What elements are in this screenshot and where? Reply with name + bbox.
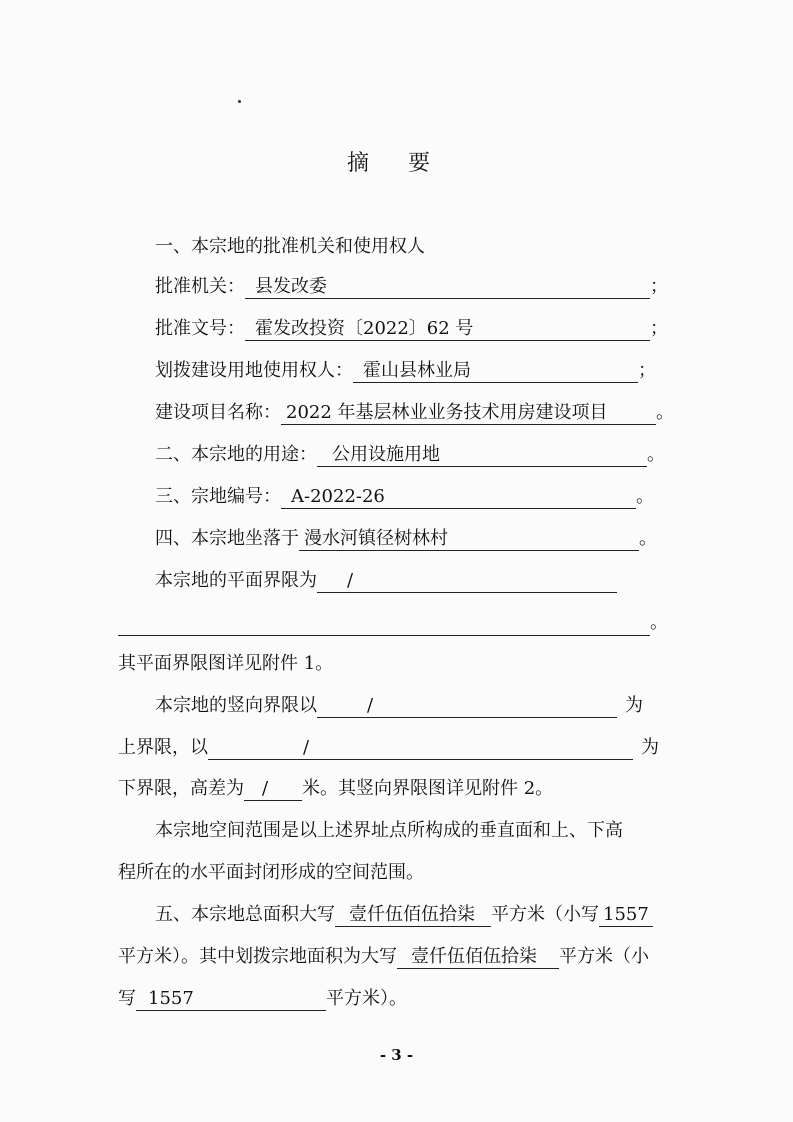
alloc-area-lower: 1557 [136, 988, 326, 1011]
land-use-value: 公用设施用地 [317, 444, 647, 467]
project-name-row [155, 400, 674, 426]
area-mid1: 平方米（小写 [491, 904, 599, 925]
vertical-row-1 [155, 693, 643, 719]
area-line3-prefix: 写 [118, 988, 136, 1009]
approval-authority-label: 批准机关： [155, 276, 245, 297]
area-row-2 [118, 944, 649, 970]
approval-doc-row [155, 316, 668, 342]
parcel-no-end: 。 [636, 486, 654, 507]
location-end: 。 [639, 528, 657, 549]
lower-boundary-value: / [208, 737, 633, 760]
total-area-upper: 壹仟伍佰伍拾柒 [335, 904, 491, 927]
parcel-no-value: A-2022-26 [281, 486, 636, 509]
land-use-row [155, 442, 665, 468]
vertical-line3-prefix: 下界限，高差为 [118, 778, 244, 799]
parcel-no-label: 三、宗地编号： [155, 486, 281, 507]
project-name-label: 建设项目名称： [155, 402, 281, 423]
plane-boundary-label: 本宗地的平面界限为 [155, 570, 317, 591]
approval-doc-value: 霍发改投资〔2022〕62 号 [245, 318, 650, 341]
plane-boundary-end: 。 [650, 612, 668, 633]
height-diff-value: / [244, 778, 302, 801]
land-user-label: 划拨建设用地使用权人： [155, 360, 353, 381]
project-name-value: 2022 年基层林业业务技术用房建设项目 [281, 402, 656, 425]
space-range-line2: 程所在的水平面封闭形成的空间范围。 [118, 862, 424, 883]
plane-boundary-note: 其平面界限图详见附件 1。 [118, 653, 334, 674]
parcel-no-row [155, 484, 654, 510]
vertical-row-3 [118, 776, 553, 802]
lower-boundary-suffix: 为 [641, 737, 659, 758]
location-row [155, 526, 657, 552]
approval-doc-end: ； [650, 318, 668, 339]
land-user-end: ； [638, 360, 656, 381]
approval-authority-row [155, 274, 668, 300]
area-line3-suffix: 平方米）。 [326, 988, 407, 1009]
section1-heading: 一、本宗地的批准机关和使用权人 [155, 236, 425, 257]
area-line2-prefix: 平方米）。其中划拨宗地面积为大写 [118, 946, 397, 967]
vertical-line2-prefix: 上界限，以 [118, 737, 208, 758]
area-prefix: 五、本宗地总面积大写 [155, 904, 335, 925]
page-number: - 3 - [379, 1046, 414, 1064]
scan-speck [238, 100, 241, 103]
upper-boundary-value: / [317, 695, 617, 718]
land-user-row [155, 358, 656, 384]
blank-line [118, 613, 650, 636]
area-row-1 [155, 902, 653, 928]
height-diff-suffix: 米。其竖向界限图详见附件 2。 [302, 778, 554, 799]
alloc-area-upper: 壹仟伍佰伍拾柒 [397, 946, 559, 969]
space-range-line1: 本宗地空间范围是以上述界址点所构成的垂直面和上、下高 [155, 820, 623, 841]
page-title: 摘 要 [347, 151, 446, 176]
area-row-3 [118, 986, 407, 1012]
vertical-label: 本宗地的竖向界限以 [155, 695, 317, 716]
land-use-end: 。 [647, 444, 665, 465]
upper-boundary-suffix: 为 [625, 695, 643, 716]
approval-authority-value: 县发改委 [245, 276, 650, 299]
plane-boundary-row [155, 568, 617, 594]
total-area-lower: 1557 [599, 904, 653, 927]
location-label: 四、本宗地坐落于 [155, 528, 299, 549]
approval-doc-label: 批准文号： [155, 318, 245, 339]
plane-boundary-continuation [118, 610, 668, 636]
land-user-value: 霍山县林业局 [353, 360, 638, 383]
plane-boundary-value: / [317, 570, 617, 593]
approval-authority-end: ； [650, 276, 668, 297]
area-mid2: 平方米（小 [559, 946, 649, 967]
location-value: 漫水河镇径树林村 [299, 528, 639, 551]
vertical-row-2 [118, 735, 659, 761]
project-name-end: 。 [656, 402, 674, 423]
land-use-label: 二、本宗地的用途： [155, 444, 317, 465]
